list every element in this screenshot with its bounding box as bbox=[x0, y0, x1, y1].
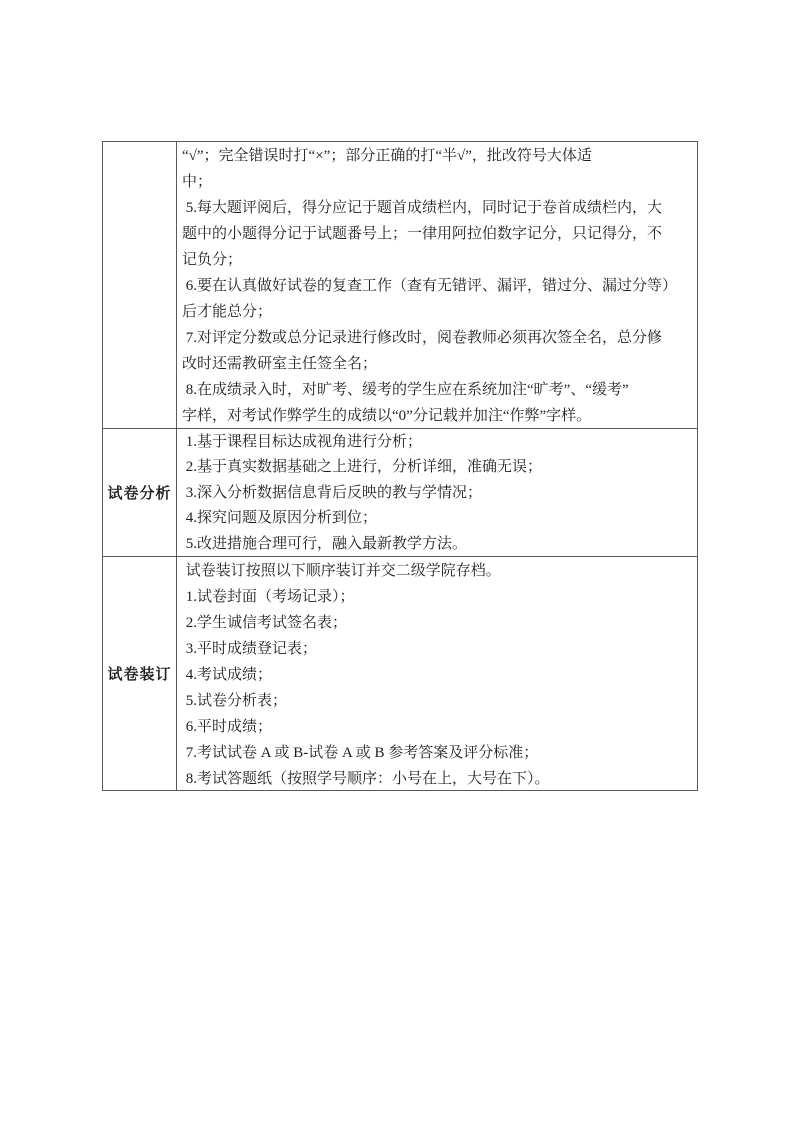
text-line: 5.每大题评阅后，得分应记于题首成绩栏内，同时记于卷首成绩栏内，大 bbox=[182, 200, 663, 216]
text-line: 3.深入分析数据信息背后反映的教与学情况； bbox=[182, 484, 483, 501]
text-line: “√”；完全错误时打“×”；部分正确的打“半√”，批改符号大体适 bbox=[182, 148, 592, 164]
table-row-paper-analysis bbox=[103, 429, 697, 557]
text-line: 6.要在认真做好试卷的复查工作（查有无错评、漏评，错过分、漏过分等） bbox=[182, 278, 678, 294]
text-line: 2.学生诚信考试签名表； bbox=[182, 615, 348, 631]
table-row-paper-binding bbox=[103, 557, 697, 790]
table-row-grading-rules bbox=[103, 142, 697, 429]
text-line: 后才能总分； bbox=[182, 304, 273, 320]
text-line: 8.在成绩录入时，对旷考、缓考的学生应在系统加注“旷考”、“缓考” bbox=[182, 382, 629, 398]
text-line: 8.考试答题纸（按照学号顺序：小号在上，大号在下）。 bbox=[182, 771, 550, 787]
text-line: 中； bbox=[182, 174, 213, 190]
text-line: 改时还需教研室主任签全名； bbox=[182, 356, 378, 372]
text-line: 字样，对考试作弊学生的成绩以“0”分记载并加注“作弊”字样。 bbox=[182, 408, 592, 424]
text-line: 4.考试成绩； bbox=[182, 667, 273, 683]
text-line: 题中的小题得分记于试题番号上；一律用阿拉伯数字记分，只记得分，不 bbox=[182, 226, 663, 242]
row-content-grading-rules bbox=[177, 142, 697, 428]
text-line: 试卷装订按照以下顺序装订并交二级学院存档。 bbox=[182, 563, 501, 579]
text-line: 7.对评定分数或总分记录进行修改时，阅卷教师必须再次签全名，总分修 bbox=[182, 330, 663, 346]
row-label-paper-binding: 试卷装订 bbox=[103, 557, 177, 790]
row-label-paper-analysis: 试卷分析 bbox=[103, 429, 177, 556]
exam-procedure-table bbox=[102, 141, 698, 791]
text-line: 6.平时成绩； bbox=[182, 719, 273, 735]
text-line: 7.考试试卷 A 或 B-试卷 A 或 B 参考答案及评分标准； bbox=[182, 745, 539, 761]
text-line: 5.改进措施合理可行，融入最新教学方法。 bbox=[182, 535, 468, 552]
text-line: 5.试卷分析表； bbox=[182, 693, 288, 709]
text-line: 1.试卷封面（考场记录）； bbox=[182, 589, 355, 605]
text-line: 4.探究问题及原因分析到位； bbox=[182, 510, 378, 527]
text-line: 1.基于课程目标达成视角进行分析； bbox=[182, 434, 423, 450]
row-label-empty bbox=[103, 142, 177, 428]
row-content-paper-binding bbox=[177, 557, 697, 790]
text-line: 记负分； bbox=[182, 252, 243, 268]
text-line: 2.基于真实数据基础之上进行，分析详细，准确无误； bbox=[182, 459, 543, 476]
text-line: 3.平时成绩登记表； bbox=[182, 641, 318, 657]
row-content-paper-analysis bbox=[177, 429, 697, 556]
